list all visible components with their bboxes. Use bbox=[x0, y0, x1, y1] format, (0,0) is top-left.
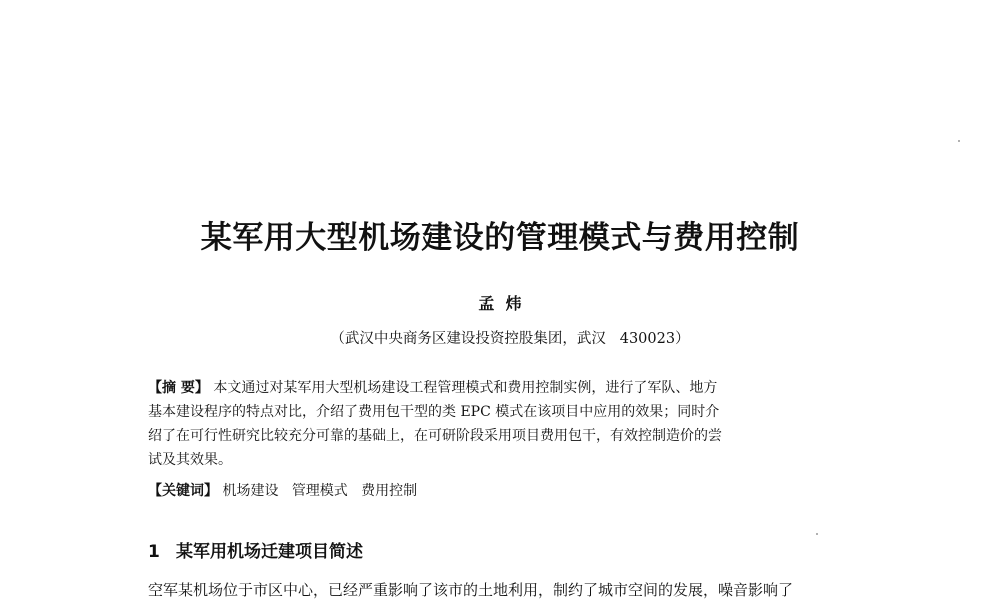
section-1-number: 1 bbox=[148, 542, 160, 562]
scan-speck bbox=[958, 140, 960, 142]
abstract-block bbox=[148, 376, 860, 472]
keyword-2: 管理模式 bbox=[291, 483, 348, 499]
section-1-title: 某军用机场迁建项目简述 bbox=[176, 542, 363, 562]
abstract-line-1 bbox=[148, 376, 860, 400]
keywords-block bbox=[148, 480, 860, 502]
keywords-label: 【关键词】 bbox=[148, 483, 218, 499]
paper-author: 孟 炜 bbox=[478, 294, 522, 313]
keyword-3: 费用控制 bbox=[361, 483, 418, 499]
paper-title: 某军用大型机场建设的管理模式与费用控制 bbox=[200, 220, 800, 256]
section-1-body-line: 空军某机场位于市区中心，已经严重影响了该市的土地利用，制约了城市空间的发展，噪音影响了 bbox=[148, 581, 794, 599]
abstract-line-2: 基本建设程序的特点对比，介绍了费用包干型的类 EPC 模式在该项目中应用的效果；同时介 bbox=[148, 404, 720, 420]
abstract-text-1: 本文通过对某军用大型机场建设工程管理模式和费用控制实例，进行了军队、地方 bbox=[213, 380, 718, 396]
keyword-1: 机场建设 bbox=[222, 483, 279, 499]
abstract-line-4: 试及其效果。 bbox=[148, 452, 232, 468]
scan-speck bbox=[816, 533, 818, 535]
section-1-heading bbox=[148, 540, 363, 564]
abstract-line-3: 绍了在可行性研究比较充分可靠的基础上，在可研阶段采用项目费用包干，有效控制造价的尝 bbox=[148, 428, 722, 444]
abstract-label: 【摘 要】 bbox=[148, 380, 209, 396]
paper-affiliation: （武汉中央商务区建设投资控股集团，武汉 430023） bbox=[330, 331, 690, 347]
